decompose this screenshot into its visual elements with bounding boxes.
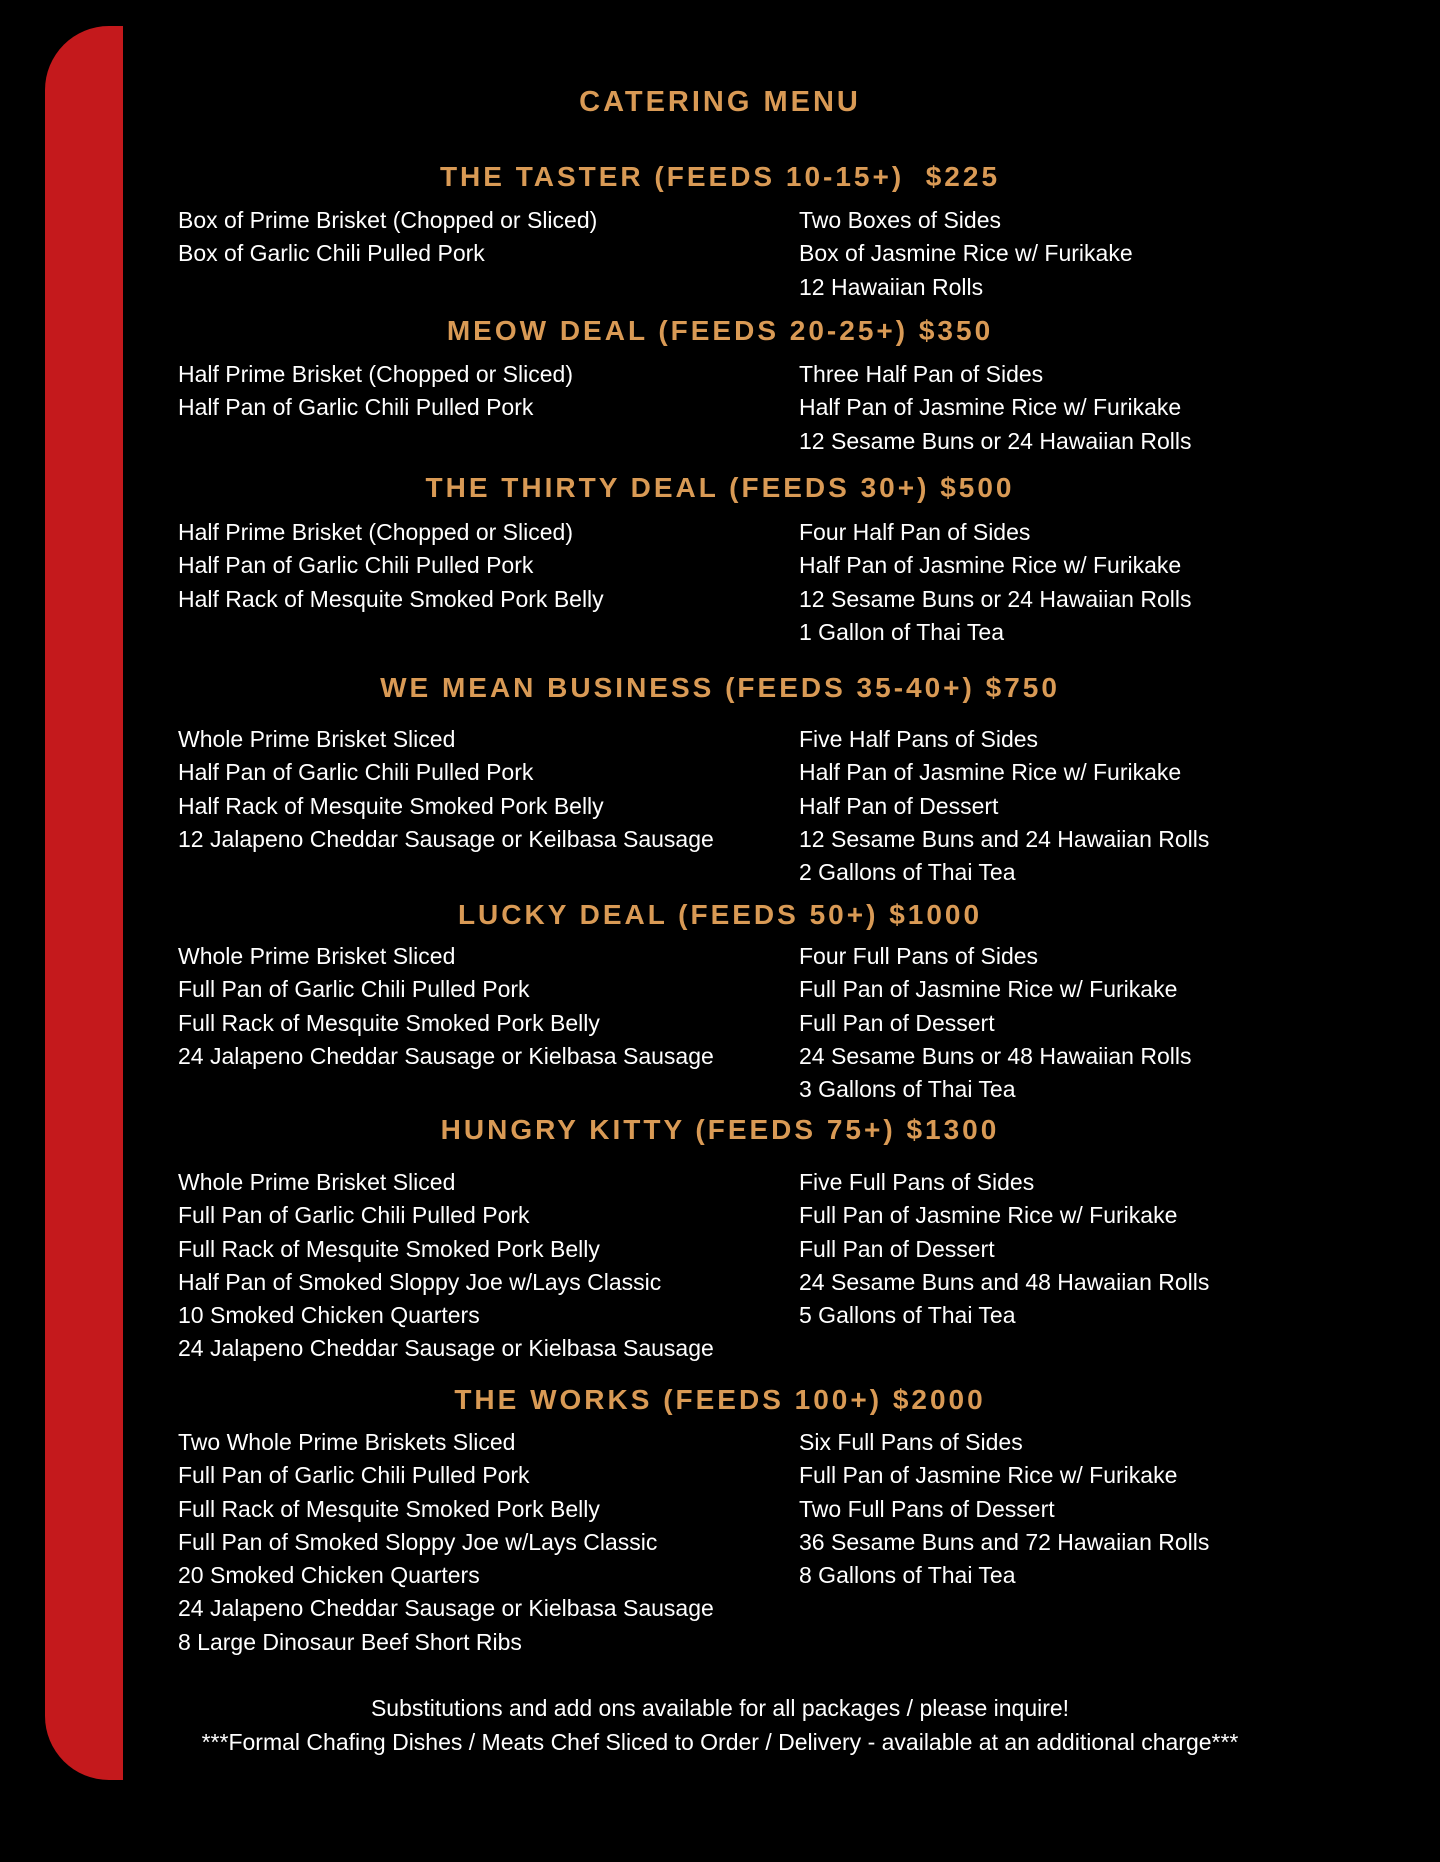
package-heading: LUCKY DEAL (FEEDS 50+) $1000	[457, 899, 983, 930]
package-right-items	[799, 723, 1209, 889]
list-item: Full Pan of Dessert	[799, 1009, 995, 1036]
list-item: 5 Gallons of Thai Tea	[799, 1302, 1016, 1329]
list-item: 24 Jalapeno Cheddar Sausage or Kielbasa Sausage	[178, 1042, 714, 1069]
package-heading: MEOW DEAL (FEEDS 20-25+) $350	[446, 315, 994, 346]
list-item: Box of Garlic Chili Pulled Pork	[178, 240, 485, 267]
package-heading: WE MEAN BUSINESS (FEEDS 35-40+) $750	[380, 672, 1060, 703]
package-right-items	[799, 516, 1191, 649]
list-item: Half Pan of Jasmine Rice w/ Furikake	[799, 552, 1182, 579]
list-item: 24 Sesame Buns and 48 Hawaiian Rolls	[799, 1268, 1210, 1295]
list-item: 2 Gallons of Thai Tea	[799, 859, 1016, 886]
list-item: Full Pan of Dessert	[799, 1235, 995, 1262]
list-item: 8 Large Dinosaur Beef Short Ribs	[178, 1628, 522, 1655]
list-item: 1 Gallon of Thai Tea	[799, 618, 1005, 645]
package-heading: HUNGRY KITTY (FEEDS 75+) $1300	[440, 1114, 1000, 1145]
list-item: Box of Prime Brisket (Chopped or Sliced)	[178, 207, 598, 233]
list-item: 20 Smoked Chicken Quarters	[178, 1562, 480, 1589]
list-item: Full Pan of Jasmine Rice w/ Furikake	[799, 1462, 1178, 1489]
list-item: Whole Prime Brisket Sliced	[178, 1169, 456, 1195]
package-right-items	[799, 1426, 1209, 1592]
list-item: Half Pan of Jasmine Rice w/ Furikake	[799, 759, 1182, 786]
list-item: Full Pan of Jasmine Rice w/ Furikake	[799, 1202, 1178, 1229]
list-item: Full Pan of Jasmine Rice w/ Furikake	[799, 976, 1178, 1003]
package-right-items	[799, 1166, 1209, 1332]
list-item: 8 Gallons of Thai Tea	[799, 1562, 1016, 1589]
list-item: Half Pan of Smoked Sloppy Joe w/Lays Classic	[178, 1268, 662, 1295]
list-item: Half Pan of Garlic Chili Pulled Pork	[178, 759, 534, 786]
package-left-items	[178, 358, 573, 425]
package-left-items	[178, 1166, 714, 1366]
package-left-items	[178, 723, 714, 856]
list-item: Six Full Pans of Sides	[799, 1429, 1023, 1455]
package-heading: THE WORKS (FEEDS 100+) $2000	[454, 1384, 986, 1415]
list-item: 12 Jalapeno Cheddar Sausage or Keilbasa Sausage	[178, 825, 714, 852]
list-item: Four Half Pan of Sides	[799, 519, 1031, 545]
list-item: 12 Hawaiian Rolls	[799, 273, 984, 300]
package-left-items	[178, 516, 604, 616]
menu-title: CATERING MENU	[579, 86, 861, 118]
list-item: Five Full Pans of Sides	[799, 1169, 1035, 1195]
list-item: Half Pan of Garlic Chili Pulled Pork	[178, 552, 534, 579]
list-item: Half Pan of Dessert	[799, 792, 999, 819]
list-item: Whole Prime Brisket Sliced	[178, 726, 456, 752]
list-item: 24 Jalapeno Cheddar Sausage or Kielbasa Sausage	[178, 1595, 714, 1622]
list-item: Full Rack of Mesquite Smoked Pork Belly	[178, 1009, 600, 1036]
list-item: 12 Sesame Buns or 24 Hawaiian Rolls	[799, 427, 1192, 454]
list-item: Whole Prime Brisket Sliced	[178, 943, 456, 969]
list-item: Half Pan of Jasmine Rice w/ Furikake	[799, 394, 1182, 421]
list-item: 12 Sesame Buns or 24 Hawaiian Rolls	[799, 585, 1192, 612]
list-item: Half Pan of Garlic Chili Pulled Pork	[178, 394, 534, 421]
package-left-items	[178, 1426, 714, 1659]
list-item: Half Rack of Mesquite Smoked Pork Belly	[178, 792, 604, 819]
list-item: Box of Jasmine Rice w/ Furikake	[799, 240, 1133, 267]
package-left-items	[178, 940, 714, 1073]
list-item: Full Pan of Garlic Chili Pulled Pork	[178, 1462, 530, 1489]
list-item: Half Rack of Mesquite Smoked Pork Belly	[178, 585, 604, 612]
list-item: Full Rack of Mesquite Smoked Pork Belly	[178, 1235, 600, 1262]
package-right-items	[799, 204, 1133, 304]
list-item: Full Rack of Mesquite Smoked Pork Belly	[178, 1495, 600, 1522]
list-item: Half Prime Brisket (Chopped or Sliced)	[178, 361, 573, 387]
package-left-items	[178, 204, 597, 271]
list-item: Two Boxes of Sides	[799, 207, 1001, 233]
list-item: Half Prime Brisket (Chopped or Sliced)	[178, 519, 573, 545]
list-item: 3 Gallons of Thai Tea	[799, 1076, 1016, 1103]
list-item: 12 Sesame Buns and 24 Hawaiian Rolls	[799, 825, 1210, 852]
footer-note: Substitutions and add ons available for all packages / please inquire!	[370, 1695, 1070, 1721]
list-item: Full Pan of Garlic Chili Pulled Pork	[178, 976, 530, 1003]
list-item: 24 Sesame Buns or 48 Hawaiian Rolls	[799, 1042, 1192, 1069]
list-item: Full Pan of Smoked Sloppy Joe w/Lays Classic	[178, 1528, 658, 1555]
package-heading: THE THIRTY DEAL (FEEDS 30+) $500	[425, 472, 1015, 503]
list-item: Three Half Pan of Sides	[799, 361, 1044, 387]
list-item: 24 Jalapeno Cheddar Sausage or Kielbasa Sausage	[178, 1335, 714, 1362]
footer-disclaimer: ***Formal Chafing Dishes / Meats Chef Sliced to Order / Delivery - available at an additional charge***	[201, 1729, 1239, 1755]
package-heading: THE TASTER (FEEDS 10-15+) $225	[439, 161, 1001, 192]
list-item: Five Half Pans of Sides	[799, 726, 1039, 752]
list-item: 36 Sesame Buns and 72 Hawaiian Rolls	[799, 1528, 1210, 1555]
list-item: Two Full Pans of Dessert	[799, 1495, 1055, 1522]
list-item: Four Full Pans of Sides	[799, 943, 1039, 969]
list-item: Full Pan of Garlic Chili Pulled Pork	[178, 1202, 530, 1229]
package-right-items	[799, 940, 1191, 1106]
list-item: 10 Smoked Chicken Quarters	[178, 1302, 480, 1329]
package-right-items	[799, 358, 1191, 458]
list-item: Two Whole Prime Briskets Sliced	[178, 1429, 516, 1455]
